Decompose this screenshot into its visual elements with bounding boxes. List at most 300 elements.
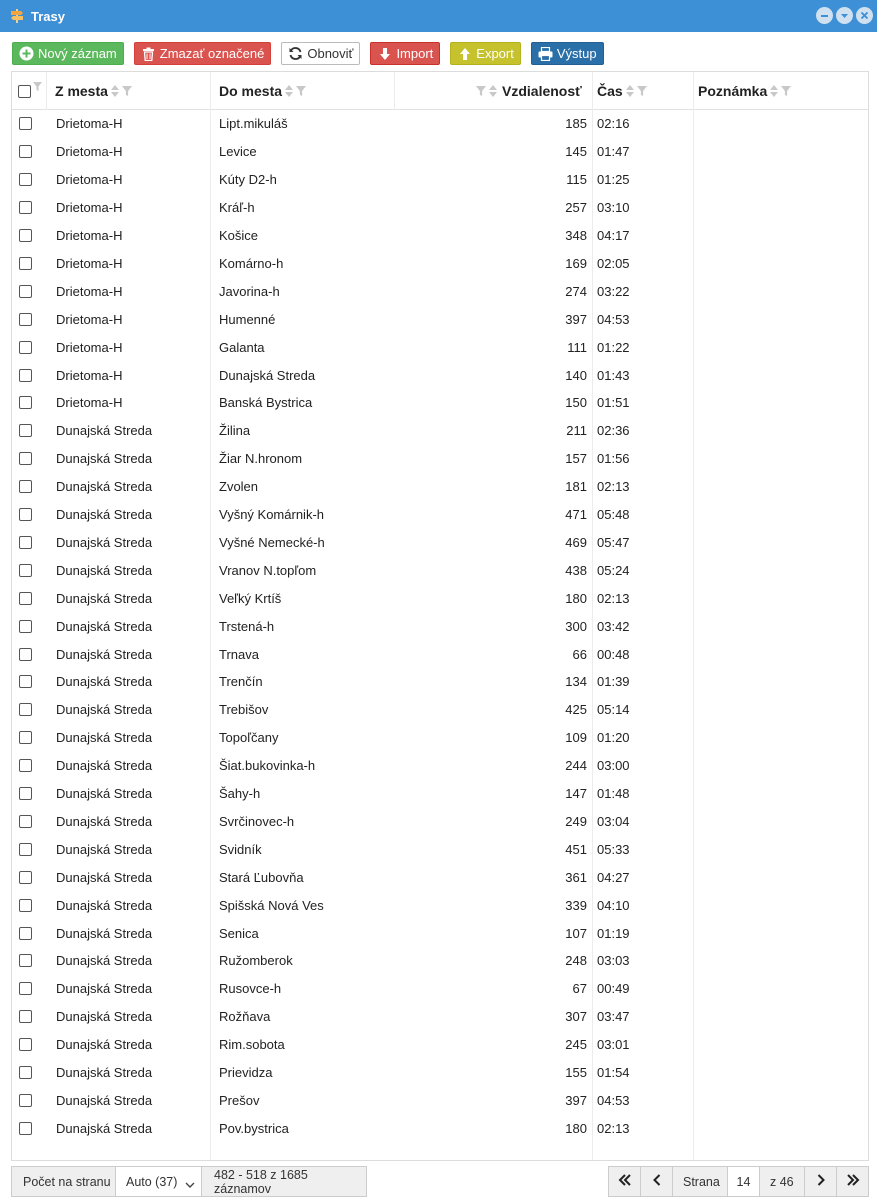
row-select-cell — [19, 445, 39, 473]
row-checkbox[interactable] — [19, 787, 32, 800]
header-distance-label: Vzdialenosť — [502, 83, 582, 99]
row-checkbox[interactable] — [19, 341, 32, 354]
cell-to: Vyšný Komárnik-h — [219, 507, 324, 523]
table-row[interactable] — [12, 501, 868, 529]
table-row[interactable] — [12, 305, 868, 333]
table-row[interactable] — [12, 389, 868, 417]
cell-note — [698, 696, 858, 724]
per-page-label: Počet na stranu — [11, 1166, 116, 1197]
cell-time: 03:47 — [597, 1009, 630, 1025]
row-checkbox[interactable] — [19, 229, 32, 242]
row-checkbox[interactable] — [19, 759, 32, 772]
table-row[interactable] — [12, 752, 868, 780]
cell-from: Dunajská Streda — [56, 1092, 153, 1108]
cell-time: 03:22 — [597, 283, 630, 299]
plus-circle-icon — [19, 46, 34, 61]
cell-to: Prešov — [219, 1092, 260, 1108]
export-button[interactable] — [450, 42, 521, 65]
table-row[interactable] — [12, 584, 868, 612]
row-select-cell — [19, 110, 39, 138]
cell-from: Drietoma-H — [56, 395, 123, 411]
table-row[interactable] — [12, 473, 868, 501]
cell-distance: 339 — [565, 897, 587, 913]
cell-from: Dunajská Streda — [56, 423, 153, 439]
cell-to: Humenné — [219, 311, 276, 327]
row-checkbox[interactable] — [19, 257, 32, 270]
table-row[interactable] — [12, 556, 868, 584]
row-select-cell — [19, 612, 39, 640]
cell-to: Pov.bystrica — [219, 1120, 289, 1136]
cell-to: Dunajská Streda — [219, 367, 316, 383]
refresh-label: Obnoviť — [307, 46, 354, 61]
routes-grid — [11, 71, 869, 1161]
cell-note — [698, 863, 858, 891]
table-row[interactable] — [12, 612, 868, 640]
cell-from: Dunajská Streda — [56, 981, 153, 997]
import-label: Import — [396, 46, 434, 61]
output-button[interactable] — [531, 42, 604, 65]
cell-time: 05:48 — [597, 507, 630, 523]
cell-to: Lipt.mikuláš — [219, 116, 288, 132]
filter-icon[interactable] — [296, 86, 306, 96]
cell-distance: 115 — [566, 172, 587, 188]
cell-distance: 107 — [565, 925, 587, 941]
row-select-cell — [19, 501, 39, 529]
sort-icon[interactable] — [285, 85, 293, 97]
select-all-checkbox[interactable] — [18, 85, 31, 98]
row-select-cell — [19, 1003, 39, 1031]
page-input[interactable] — [727, 1166, 760, 1197]
cell-from: Dunajská Streda — [56, 1009, 153, 1025]
row-checkbox[interactable] — [19, 424, 32, 437]
row-checkbox[interactable] — [19, 564, 32, 577]
new-record-button[interactable] — [12, 42, 124, 65]
cell-time: 04:10 — [597, 897, 630, 913]
sort-icon[interactable] — [770, 85, 778, 97]
table-row[interactable] — [12, 780, 868, 808]
cell-from: Dunajská Streda — [56, 590, 153, 606]
row-select-cell — [19, 584, 39, 612]
header-time[interactable] — [597, 72, 647, 110]
table-row[interactable] — [12, 975, 868, 1003]
cell-note — [698, 138, 858, 166]
cell-note — [698, 835, 858, 863]
row-select-cell — [19, 752, 39, 780]
cell-from: Dunajská Streda — [56, 646, 153, 662]
table-row[interactable] — [12, 724, 868, 752]
row-checkbox[interactable] — [19, 871, 32, 884]
cell-note — [698, 640, 858, 668]
table-row[interactable] — [12, 808, 868, 836]
first-page-button[interactable] — [608, 1166, 641, 1197]
row-select-cell — [19, 166, 39, 194]
row-checkbox[interactable] — [19, 703, 32, 716]
cell-to: Galanta — [219, 339, 265, 355]
cell-distance: 397 — [565, 311, 587, 327]
table-row[interactable] — [12, 333, 868, 361]
row-checkbox[interactable] — [19, 117, 32, 130]
cell-distance: 451 — [565, 841, 587, 857]
row-checkbox[interactable] — [19, 815, 32, 828]
cell-from: Dunajská Streda — [56, 1120, 153, 1136]
import-button[interactable] — [370, 42, 440, 65]
cell-to: Šahy-h — [219, 786, 261, 802]
cell-to: Rim.sobota — [219, 1037, 285, 1053]
cell-time: 01:43 — [597, 367, 630, 383]
filter-icon[interactable] — [637, 86, 647, 96]
cell-time: 01:54 — [597, 1065, 630, 1081]
table-row[interactable] — [12, 277, 868, 305]
cell-distance: 244 — [565, 758, 587, 774]
row-select-cell — [19, 250, 39, 278]
row-select-cell — [19, 863, 39, 891]
cell-note — [698, 1031, 858, 1059]
cell-from: Drietoma-H — [56, 172, 123, 188]
cell-time: 03:00 — [597, 758, 630, 774]
cell-from: Dunajská Streda — [56, 841, 153, 857]
row-checkbox[interactable] — [19, 396, 32, 409]
cell-from: Dunajská Streda — [56, 758, 153, 774]
table-row[interactable] — [12, 250, 868, 278]
row-select-cell — [19, 529, 39, 557]
cell-note — [698, 501, 858, 529]
row-select-cell — [19, 1059, 39, 1087]
cell-from: Dunajská Streda — [56, 730, 153, 746]
row-checkbox[interactable] — [19, 201, 32, 214]
cell-note — [698, 222, 858, 250]
table-row[interactable] — [12, 696, 868, 724]
header-note[interactable] — [698, 72, 791, 110]
table-row[interactable] — [12, 110, 868, 138]
cell-note — [698, 110, 858, 138]
grid-header — [12, 72, 868, 110]
cell-note — [698, 277, 858, 305]
table-row[interactable] — [12, 891, 868, 919]
header-select-all — [18, 72, 42, 110]
row-select-cell — [19, 696, 39, 724]
minimize-icon[interactable] — [816, 7, 833, 24]
table-row[interactable] — [12, 919, 868, 947]
cell-note — [698, 891, 858, 919]
cell-note — [698, 417, 858, 445]
cell-from: Dunajská Streda — [56, 953, 153, 969]
row-select-cell — [19, 194, 39, 222]
cell-from: Dunajská Streda — [56, 702, 153, 718]
row-checkbox[interactable] — [19, 452, 32, 465]
cell-distance: 140 — [565, 367, 587, 383]
cell-note — [698, 473, 858, 501]
row-checkbox[interactable] — [19, 508, 32, 521]
table-row[interactable] — [12, 1087, 868, 1115]
row-select-cell — [19, 556, 39, 584]
row-select-cell — [19, 891, 39, 919]
table-row[interactable] — [12, 947, 868, 975]
row-checkbox[interactable] — [19, 675, 32, 688]
cell-time: 01:51 — [597, 395, 630, 411]
cell-time: 03:03 — [597, 953, 630, 969]
cell-note — [698, 808, 858, 836]
cell-note — [698, 612, 858, 640]
cell-note — [698, 1087, 858, 1115]
double-chevron-right-icon — [846, 1174, 860, 1189]
row-checkbox[interactable] — [19, 1094, 32, 1107]
cell-time: 05:24 — [597, 562, 630, 578]
cell-from: Drietoma-H — [56, 200, 123, 216]
close-icon[interactable] — [856, 7, 873, 24]
cell-note — [698, 1003, 858, 1031]
cell-distance: 147 — [565, 786, 587, 802]
cell-to: Kráľ-h — [219, 200, 255, 216]
cell-time: 02:16 — [597, 116, 630, 132]
row-select-cell — [19, 277, 39, 305]
cell-distance: 169 — [565, 255, 587, 271]
cell-distance: 307 — [565, 1009, 587, 1025]
cell-from: Drietoma-H — [56, 116, 123, 132]
row-select-cell — [19, 1031, 39, 1059]
per-page-value: Auto (37) — [126, 1174, 178, 1189]
arrow-down-icon — [377, 46, 392, 61]
cell-note — [698, 947, 858, 975]
cell-to: Zvolen — [219, 479, 259, 495]
cell-note — [698, 305, 858, 333]
last-page-button[interactable] — [836, 1166, 869, 1197]
cell-distance: 361 — [565, 869, 587, 885]
table-row[interactable] — [12, 1003, 868, 1031]
header-note-label: Poznámka — [698, 83, 768, 99]
cell-distance: 180 — [565, 1120, 587, 1136]
row-checkbox[interactable] — [19, 899, 32, 912]
cell-time: 00:49 — [597, 981, 630, 997]
table-row[interactable] — [12, 640, 868, 668]
row-select-cell — [19, 835, 39, 863]
cell-to: Stará Ľubovňa — [219, 869, 304, 885]
row-select-cell — [19, 1114, 39, 1142]
cell-time: 05:33 — [597, 841, 630, 857]
cell-time: 04:17 — [597, 228, 630, 244]
cell-note — [698, 333, 858, 361]
cell-distance: 181 — [565, 479, 587, 495]
row-checkbox[interactable] — [19, 536, 32, 549]
column-divider — [46, 72, 47, 110]
table-row[interactable] — [12, 1031, 868, 1059]
filter-icon[interactable] — [33, 82, 42, 91]
cell-note — [698, 556, 858, 584]
cell-note — [698, 389, 858, 417]
cell-from: Drietoma-H — [56, 144, 123, 160]
row-checkbox[interactable] — [19, 369, 32, 382]
cell-to: Žilina — [219, 423, 251, 439]
cell-distance: 348 — [565, 228, 587, 244]
row-checkbox[interactable] — [19, 592, 32, 605]
cell-distance: 67 — [572, 981, 587, 997]
table-row[interactable] — [12, 194, 868, 222]
row-select-cell — [19, 1087, 39, 1115]
previous-page-button[interactable] — [640, 1166, 673, 1197]
cell-from: Dunajská Streda — [56, 1065, 153, 1081]
cell-to: Prievidza — [219, 1065, 273, 1081]
cell-distance: 211 — [566, 423, 587, 439]
row-checkbox[interactable] — [19, 954, 32, 967]
table-row[interactable] — [12, 1114, 868, 1142]
header-from[interactable] — [55, 72, 132, 110]
cell-distance: 397 — [565, 1092, 587, 1108]
cell-distance: 180 — [565, 590, 587, 606]
cell-note — [698, 724, 858, 752]
filter-icon[interactable] — [476, 86, 486, 96]
table-row[interactable] — [12, 668, 868, 696]
table-row[interactable] — [12, 1059, 868, 1087]
table-row[interactable] — [12, 361, 868, 389]
cell-distance: 109 — [565, 730, 587, 746]
cell-from: Dunajská Streda — [56, 479, 153, 495]
cell-from: Dunajská Streda — [56, 534, 153, 550]
export-label: Export — [476, 46, 514, 61]
cell-time: 02:13 — [597, 590, 630, 606]
cell-note — [698, 361, 858, 389]
cell-from: Drietoma-H — [56, 255, 123, 271]
row-select-cell — [19, 333, 39, 361]
delete-selected-label: Zmazať označené — [159, 46, 265, 61]
row-checkbox[interactable] — [19, 1010, 32, 1023]
cell-to: Košice — [219, 228, 259, 244]
header-to[interactable] — [219, 72, 306, 110]
row-select-cell — [19, 668, 39, 696]
table-row[interactable] — [12, 166, 868, 194]
cell-distance: 185 — [565, 116, 587, 132]
table-row[interactable] — [12, 529, 868, 557]
row-checkbox[interactable] — [19, 648, 32, 661]
cell-distance: 249 — [565, 813, 587, 829]
cell-from: Dunajská Streda — [56, 813, 153, 829]
cell-from: Drietoma-H — [56, 367, 123, 383]
cell-distance: 157 — [565, 451, 587, 467]
header-to-label: Do mesta — [219, 83, 283, 99]
row-checkbox[interactable] — [19, 145, 32, 158]
cell-to: Levice — [219, 144, 257, 160]
window-controls — [816, 7, 873, 24]
signpost-icon — [8, 7, 26, 25]
arrow-up-icon — [457, 46, 472, 61]
row-checkbox[interactable] — [19, 1038, 32, 1051]
cell-distance: 438 — [565, 562, 587, 578]
row-select-cell — [19, 947, 39, 975]
next-page-button[interactable] — [804, 1166, 837, 1197]
row-checkbox[interactable] — [19, 731, 32, 744]
row-checkbox[interactable] — [19, 173, 32, 186]
cell-time: 01:47 — [597, 144, 630, 160]
cell-note — [698, 752, 858, 780]
cell-distance: 471 — [565, 507, 587, 523]
cell-to: Ružomberok — [219, 953, 293, 969]
table-row[interactable] — [12, 417, 868, 445]
double-chevron-left-icon — [618, 1174, 632, 1189]
cell-to: Trstená-h — [219, 618, 275, 634]
cell-distance: 134 — [565, 674, 587, 690]
collapse-icon[interactable] — [836, 7, 853, 24]
cell-distance: 300 — [565, 618, 587, 634]
cell-time: 02:36 — [597, 423, 630, 439]
cell-to: Vranov N.topľom — [219, 562, 317, 578]
cell-time: 01:25 — [597, 172, 630, 188]
header-time-label: Čas — [597, 83, 623, 99]
filter-icon[interactable] — [122, 86, 132, 96]
chevron-down-icon — [185, 1178, 195, 1192]
cell-distance: 66 — [572, 646, 587, 662]
filter-icon[interactable] — [781, 86, 791, 96]
cell-note — [698, 919, 858, 947]
per-page-select[interactable] — [115, 1166, 202, 1197]
cell-distance: 245 — [565, 1037, 587, 1053]
cell-distance: 257 — [565, 200, 587, 216]
row-checkbox[interactable] — [19, 480, 32, 493]
row-select-cell — [19, 780, 39, 808]
row-checkbox[interactable] — [19, 1122, 32, 1135]
cell-from: Dunajská Streda — [56, 451, 153, 467]
table-row[interactable] — [12, 863, 868, 891]
sort-icon[interactable] — [626, 85, 634, 97]
cell-from: Dunajská Streda — [56, 869, 153, 885]
cell-time: 01:56 — [597, 451, 630, 467]
cell-from: Dunajská Streda — [56, 562, 153, 578]
row-checkbox[interactable] — [19, 843, 32, 856]
cell-from: Dunajská Streda — [56, 897, 153, 913]
cell-from: Drietoma-H — [56, 228, 123, 244]
table-row[interactable] — [12, 138, 868, 166]
row-checkbox[interactable] — [19, 313, 32, 326]
row-checkbox[interactable] — [19, 620, 32, 633]
cell-note — [698, 166, 858, 194]
cell-to: Rožňava — [219, 1009, 271, 1025]
cell-distance: 145 — [565, 144, 587, 160]
cell-note — [698, 1059, 858, 1087]
cell-time: 04:27 — [597, 869, 630, 885]
table-row[interactable] — [12, 222, 868, 250]
sort-icon[interactable] — [111, 85, 119, 97]
cell-from: Drietoma-H — [56, 311, 123, 327]
row-checkbox[interactable] — [19, 982, 32, 995]
printer-icon — [538, 46, 553, 61]
row-checkbox[interactable] — [19, 1066, 32, 1079]
header-distance[interactable] — [473, 72, 582, 110]
cell-time: 02:13 — [597, 1120, 630, 1136]
cell-to: Svidník — [219, 841, 262, 857]
cell-time: 04:53 — [597, 311, 630, 327]
cell-to: Žiar N.hronom — [219, 451, 303, 467]
table-row[interactable] — [12, 445, 868, 473]
cell-note — [698, 975, 858, 1003]
row-select-cell — [19, 222, 39, 250]
cell-to: Banská Bystrica — [219, 395, 313, 411]
cell-distance: 469 — [565, 534, 587, 550]
sort-icon[interactable] — [489, 85, 497, 97]
table-row[interactable] — [12, 835, 868, 863]
row-select-cell — [19, 305, 39, 333]
delete-selected-button[interactable] — [134, 42, 272, 65]
row-select-cell — [19, 724, 39, 752]
column-divider — [394, 72, 395, 110]
cell-from: Dunajská Streda — [56, 786, 153, 802]
row-select-cell — [19, 975, 39, 1003]
cell-to: Svrčinovec-h — [219, 813, 295, 829]
row-checkbox[interactable] — [19, 927, 32, 940]
row-select-cell — [19, 389, 39, 417]
row-select-cell — [19, 473, 39, 501]
cell-time: 04:53 — [597, 1092, 630, 1108]
row-checkbox[interactable] — [19, 285, 32, 298]
refresh-button[interactable] — [281, 42, 360, 65]
cell-note — [698, 668, 858, 696]
cell-to: Trenčín — [219, 674, 263, 690]
